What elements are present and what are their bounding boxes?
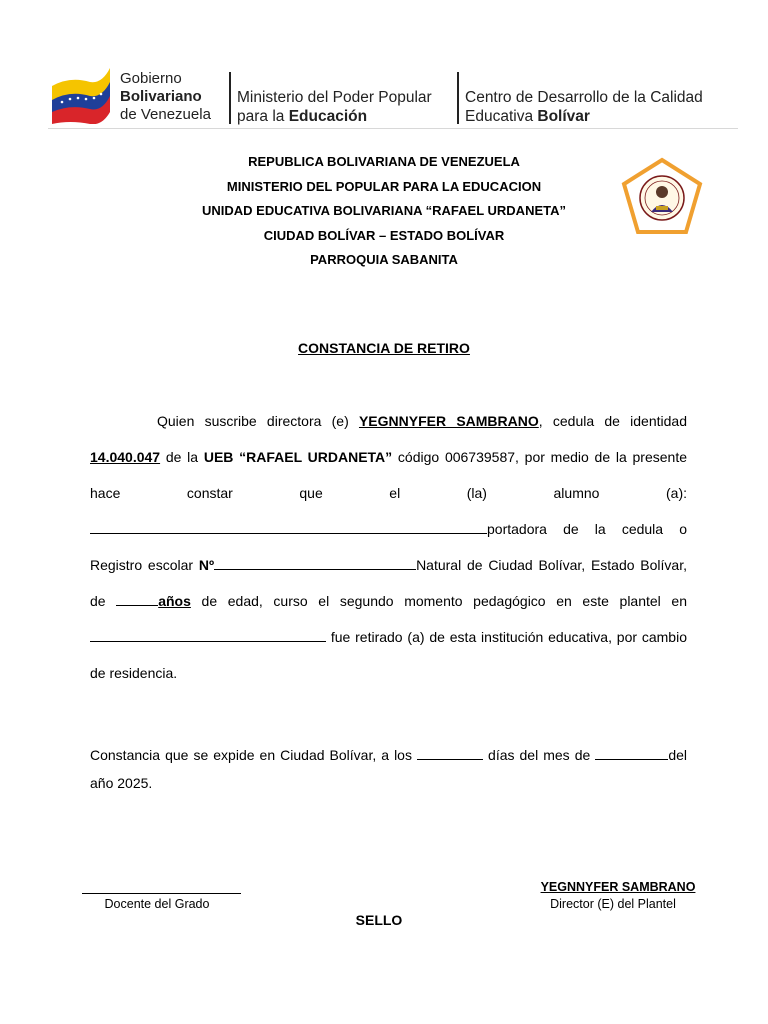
certificate-body bbox=[90, 403, 687, 691]
body-text-2: , cedula de identidad bbox=[538, 413, 687, 429]
letterhead bbox=[48, 60, 738, 129]
document-title: CONSTANCIA DE RETIRO bbox=[298, 340, 470, 356]
teacher-signature-line bbox=[82, 893, 241, 894]
gov-line-1: Gobierno bbox=[120, 70, 182, 87]
closing-text-3: del año 2025. bbox=[90, 747, 687, 791]
closing-paragraph bbox=[90, 741, 687, 797]
letterhead-divider bbox=[457, 72, 459, 124]
closing-text-2: días del mes de bbox=[483, 747, 596, 763]
closing-statement bbox=[90, 741, 687, 797]
center-line-2-bold: Bolívar bbox=[537, 108, 590, 125]
certificate-paragraph bbox=[90, 403, 687, 691]
closing-text-1: Constancia que se expide en Ciudad Bolívar, a los bbox=[90, 747, 417, 763]
header-line-2: MINISTERIO DEL POPULAR PARA LA EDUCACION bbox=[226, 178, 542, 194]
student-name-blank[interactable] bbox=[90, 519, 487, 534]
ministry-label bbox=[237, 88, 432, 126]
gov-line-3: de Venezuela bbox=[120, 106, 211, 123]
ministry-line-1: Ministerio del Poder Popular bbox=[237, 89, 432, 106]
ministry-line-2-prefix: para la bbox=[237, 108, 289, 125]
government-label bbox=[120, 70, 211, 124]
years-label: años bbox=[158, 593, 191, 609]
registry-number-blank[interactable] bbox=[214, 555, 416, 570]
school-name: UEB “RAFAEL URDANETA” bbox=[203, 449, 393, 465]
header-line-3: UNIDAD EDUCATIVA BOLIVARIANA “RAFAEL URDANETA” bbox=[202, 203, 566, 218]
director-id-number: 14.040.047 bbox=[90, 449, 161, 465]
teacher-signature-label: Docente del Grado bbox=[104, 897, 210, 911]
ministry-line-2-bold: Educación bbox=[288, 108, 368, 125]
header-line-5: PARROQUIA SABANITA bbox=[310, 252, 458, 267]
body-text-5: portadora de la cedula o Registro escolar bbox=[90, 521, 687, 573]
stamp-label: SELLO bbox=[355, 912, 403, 928]
gov-line-2: Bolivariano bbox=[120, 88, 202, 105]
day-blank[interactable] bbox=[417, 745, 483, 760]
body-text-6: Natural de Ciudad Bolívar, Estado Bolívar, de bbox=[90, 557, 687, 609]
body-text-3: de la bbox=[160, 449, 204, 465]
center-line-2-prefix: Educativa bbox=[465, 108, 538, 125]
center-label bbox=[465, 88, 703, 126]
ministry-line-2 bbox=[237, 107, 432, 126]
letterhead-divider bbox=[229, 72, 231, 124]
director-name: YEGNNYFER SAMBRANO bbox=[358, 413, 539, 429]
header-line-1: REPUBLICA BOLIVARIANA DE VENEZUELA bbox=[248, 154, 520, 169]
institution-header bbox=[90, 150, 678, 273]
body-text-8: fue retirado (a) de esta institución educativa, por cambio de residencia. bbox=[90, 629, 687, 681]
age-blank[interactable] bbox=[116, 591, 158, 606]
center-line-2 bbox=[465, 107, 703, 126]
venezuela-flag-icon bbox=[50, 62, 112, 124]
body-text-4: código 006739587, por medio de la presente hace constar que el (la) alumno (a): bbox=[90, 449, 688, 501]
school-seal-icon bbox=[620, 156, 704, 236]
registry-label: Nº bbox=[198, 557, 215, 573]
body-text-1: Quien suscribe directora (e) bbox=[157, 413, 359, 429]
month-blank[interactable] bbox=[595, 745, 668, 760]
header-line-4: CIUDAD BOLÍVAR – ESTADO BOLÍVAR bbox=[263, 227, 505, 243]
center-line-1: Centro de Desarrollo de la Calidad bbox=[465, 89, 703, 106]
director-signature-title: Director (E) del Plantel bbox=[550, 897, 676, 911]
grade-blank[interactable] bbox=[90, 627, 326, 642]
body-text-7: de edad, curso el segundo momento pedagógico en este plantel en bbox=[190, 593, 688, 609]
director-signature-name: YEGNNYFER SAMBRANO bbox=[540, 880, 696, 894]
